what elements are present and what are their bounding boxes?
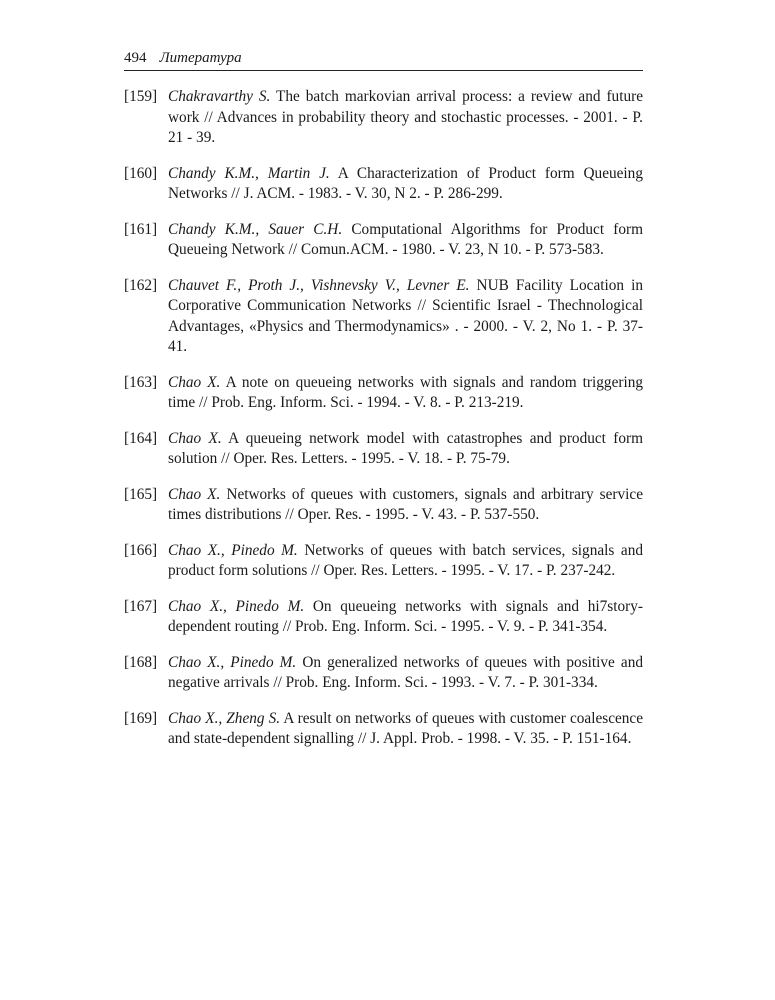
reference-number: [163] (124, 373, 158, 391)
reference-text: Computational Algorithms for Product form Queueing Network // Comun.ACM. - 1980. - V. 23, N 10. - P. 573-583. (168, 220, 643, 258)
reference-number: [169] (124, 709, 158, 727)
reference-number: [162] (124, 276, 158, 294)
section-title: Литература (159, 50, 242, 66)
reference-number: [166] (124, 541, 158, 559)
reference-authors: Chao X. (168, 485, 221, 503)
reference-item (124, 541, 643, 582)
reference-number: [168] (124, 653, 158, 671)
reference-item (124, 709, 643, 750)
reference-item (124, 429, 643, 470)
reference-authors: Chandy K.M., Martin J. (168, 164, 330, 182)
reference-text: Networks of queues with customers, signals and arbitrary service times distributions // Oper. Res. - 1995. - V. 43. - P. 537-550. (168, 485, 643, 523)
reference-item (124, 373, 643, 414)
reference-text: A result on networks of queues with customer coalescence and state-dependent signalling // J. Appl. Prob. - 1998. - V. 35. - P. 151-164. (168, 709, 644, 747)
reference-number: [159] (124, 88, 158, 105)
running-head (124, 48, 643, 71)
reference-authors: Chao X., Pinedo M. (168, 597, 305, 615)
reference-number: [167] (124, 597, 158, 615)
reference-text: A Characterization of Product form Queueing Networks // J. ACM. - 1983. - V. 30, N 2. - P. 286-299. (168, 164, 643, 202)
reference-number: [165] (124, 485, 158, 503)
reference-item (124, 87, 643, 149)
reference-authors: Chao X. (168, 373, 221, 391)
reference-authors: Chauvet F., Proth J., Vishnevsky V., Levner E. (168, 276, 470, 294)
reference-item (124, 653, 643, 694)
reference-text: A queueing network model with catastrophes and product form solution // Oper. Res. Letters. - 1995. - V. 18. - P. 75-79. (168, 429, 643, 467)
reference-list (124, 87, 643, 750)
reference-number: [160] (124, 164, 158, 182)
page-number: 494 (124, 50, 147, 66)
reference-text: On generalized networks of queues with positive and negative arrivals // Prob. Eng. Inform. Sci. - 1993. - V. 7. - P. 301-334. (168, 653, 643, 691)
reference-item (124, 485, 643, 526)
reference-number: [161] (124, 220, 158, 238)
reference-authors: Chao X., Zheng S. (168, 709, 281, 727)
reference-text: On queueing networks with signals and hi7story-dependent routing // Prob. Eng. Inform. Sci. - 1995. - V. 9. - P. 341-354. (168, 597, 643, 635)
reference-authors: Chao X., Pinedo M. (168, 541, 298, 559)
reference-text: Networks of queues with batch services, signals and product form solutions // Oper. Res. Letters. - 1995. - V. 17. - P. 237-242. (168, 541, 643, 579)
reference-authors: Chao X., Pinedo M. (168, 653, 297, 671)
reference-number: [164] (124, 429, 158, 447)
reference-item (124, 276, 643, 358)
reference-text: A note on queueing networks with signals and random triggering time // Prob. Eng. Inform. Sci. - 1994. - V. 8. - P. 213-219. (168, 373, 643, 411)
reference-item (124, 220, 643, 261)
reference-authors: Chakravarthy S. (168, 88, 271, 105)
document-page (124, 48, 643, 765)
reference-authors: Chao X. (168, 429, 222, 447)
reference-item (124, 164, 643, 205)
reference-authors: Chandy K.M., Sauer C.H. (168, 220, 343, 238)
reference-item (124, 597, 643, 638)
reference-text: NUB Facility Location in Corporative Communication Networks // Scientific Israel - Thechnological Advantages, «Physics and Thermodynamics» . - 2000. - V. 2, No 1. - P. 37-41. (168, 276, 643, 355)
reference-text: The batch markovian arrival process: a review and future work // Advances in probability theory and stochastic processes. - 2001. - P. 21 - 39. (168, 88, 643, 146)
